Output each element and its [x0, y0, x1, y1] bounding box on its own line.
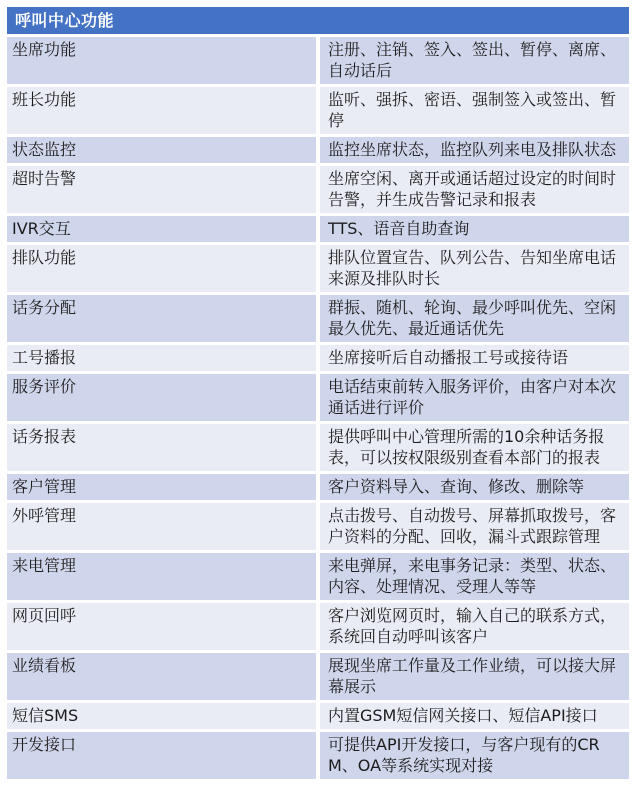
feature-name: 客户管理	[7, 473, 318, 502]
table-row	[7, 552, 629, 602]
feature-description: 排队位置宣告、队列公告、告知坐席电话来源及排队时长	[318, 244, 629, 294]
feature-name: 坐席功能	[7, 36, 318, 86]
table-row	[7, 473, 629, 502]
feature-description: 客户浏览网页时，输入自己的联系方式，系统回自动呼叫该客户	[318, 602, 629, 652]
feature-description: 监控坐席状态，监控队列来电及排队状态	[318, 136, 629, 165]
feature-name: 超时告警	[7, 165, 318, 215]
table-row	[7, 165, 629, 215]
feature-name: 状态监控	[7, 136, 318, 165]
feature-name: 排队功能	[7, 244, 318, 294]
table-row	[7, 344, 629, 373]
feature-description: 展现坐席工作量及工作业绩，可以接大屏幕展示	[318, 652, 629, 702]
table-row	[7, 731, 629, 780]
feature-description: 坐席接听后自动播报工号或接待语	[318, 344, 629, 373]
header-row	[7, 7, 629, 36]
table-row	[7, 502, 629, 552]
table-row	[7, 423, 629, 473]
table-row	[7, 702, 629, 731]
feature-table-header	[7, 7, 629, 36]
feature-description: 提供呼叫中心管理所需的10余种话务报表，可以按权限级别查看本部门的报表	[318, 423, 629, 473]
feature-name: 短信SMS	[7, 702, 318, 731]
table-row	[7, 373, 629, 423]
table-row	[7, 86, 629, 136]
feature-description: TTS、语音自助查询	[318, 215, 629, 244]
table-row	[7, 215, 629, 244]
feature-description: 点击拨号、自动拨号、屏幕抓取拨号，客户资料的分配、回收，漏斗式跟踪管理	[318, 502, 629, 552]
feature-name: 网页回呼	[7, 602, 318, 652]
feature-description: 可提供API开发接口，与客户现有的CRM、OA等系统实现对接	[318, 731, 629, 780]
feature-name: 班长功能	[7, 86, 318, 136]
feature-description: 来电弹屏，来电事务记录：类型、状态、内容、处理情况、受理人等等	[318, 552, 629, 602]
feature-name: 开发接口	[7, 731, 318, 780]
feature-description: 群振、随机、轮询、最少呼叫优先、空闲最久优先、最近通话优先	[318, 294, 629, 344]
table-row	[7, 36, 629, 86]
feature-description: 电话结束前转入服务评价，由客户对本次通话进行评价	[318, 373, 629, 423]
table-row	[7, 652, 629, 702]
feature-name: 业绩看板	[7, 652, 318, 702]
feature-name: IVR交互	[7, 215, 318, 244]
feature-description: 客户资料导入、查询、修改、删除等	[318, 473, 629, 502]
feature-table	[7, 7, 629, 779]
table-row	[7, 136, 629, 165]
feature-name: 话务分配	[7, 294, 318, 344]
feature-description: 注册、注销、签入、签出、暂停、离席、自动话后	[318, 36, 629, 86]
table-row	[7, 294, 629, 344]
table-title: 呼叫中心功能	[7, 7, 629, 36]
feature-name: 来电管理	[7, 552, 318, 602]
table-row	[7, 602, 629, 652]
feature-name: 外呼管理	[7, 502, 318, 552]
feature-name: 工号播报	[7, 344, 318, 373]
feature-name: 服务评价	[7, 373, 318, 423]
feature-description: 坐席空闲、离开或通话超过设定的时间时告警，并生成告警记录和报表	[318, 165, 629, 215]
feature-table-body	[7, 36, 629, 780]
table-row	[7, 244, 629, 294]
feature-name: 话务报表	[7, 423, 318, 473]
feature-description: 内置GSM短信网关接口、短信API接口	[318, 702, 629, 731]
feature-description: 监听、强拆、密语、强制签入或签出、暂停	[318, 86, 629, 136]
